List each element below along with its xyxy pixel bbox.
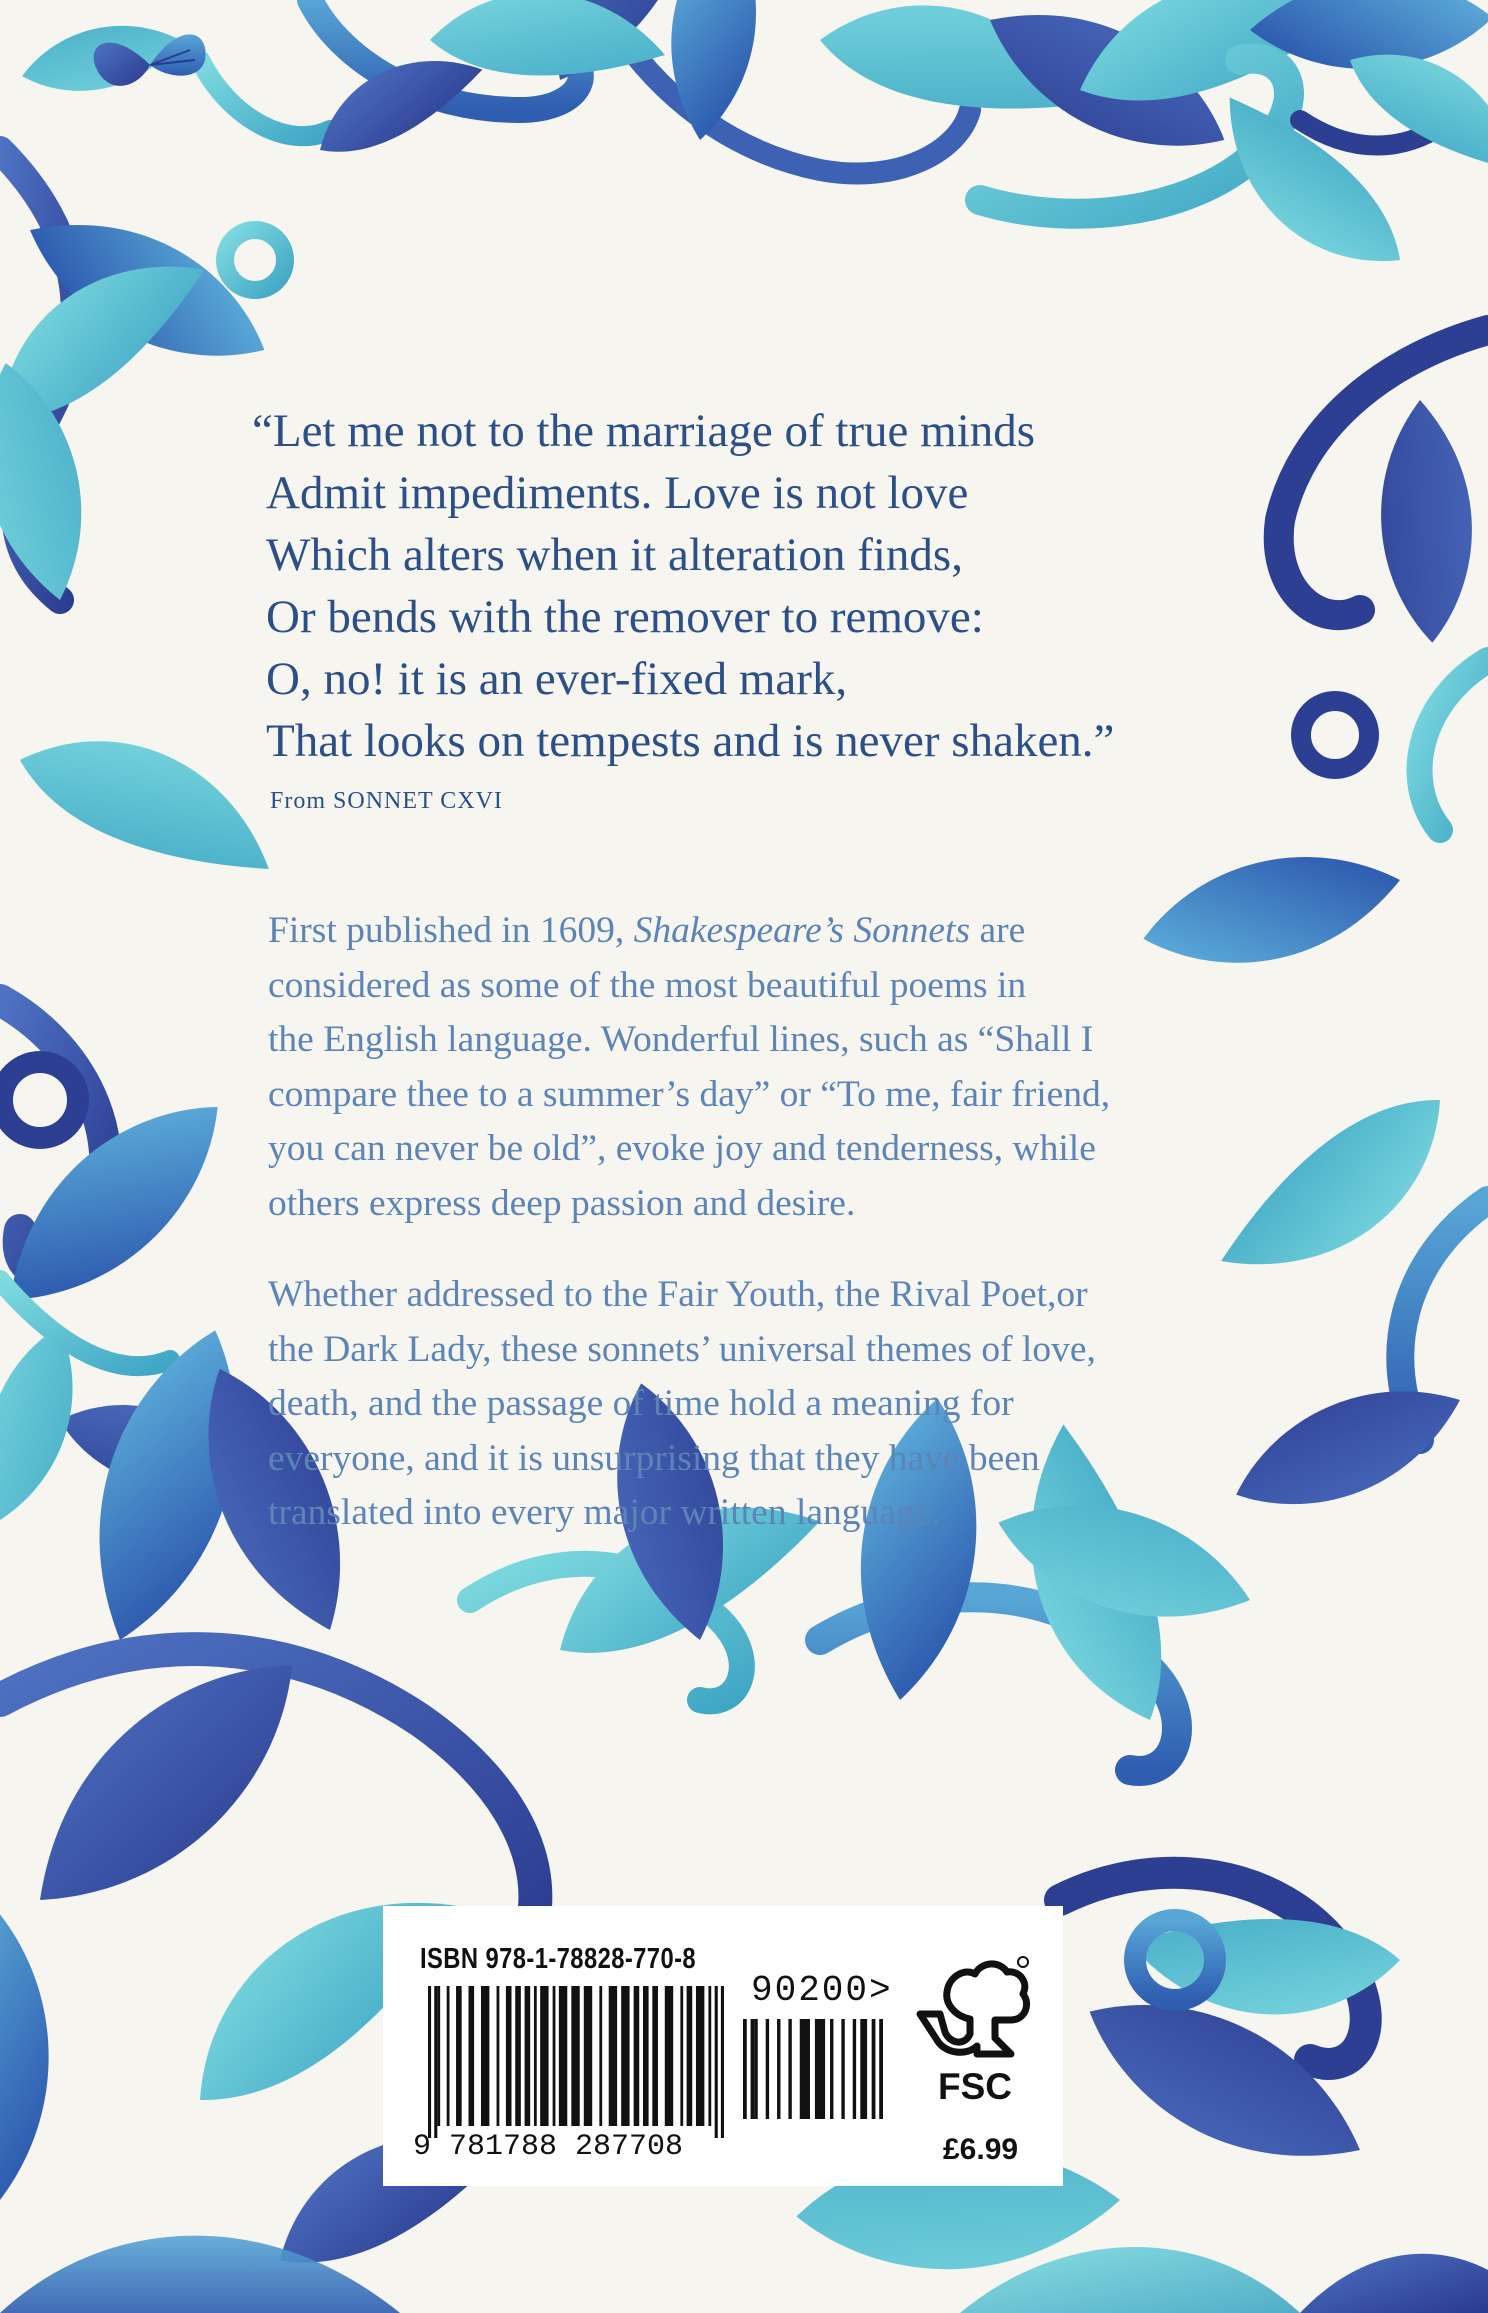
barcode-bar [515, 1986, 521, 2126]
quote-line: Or bends with the remover to remove: [266, 591, 984, 643]
blurb-line: everyone, and it is unsurprising that they have been [268, 1437, 1040, 1479]
barcode-bar [534, 1986, 537, 2126]
quote-line: That looks on tempests and is never shaken.” [266, 715, 1115, 767]
blurb-line: compare thee to a summer’s day” or “To me, fair friend, [268, 1073, 1111, 1115]
barcode-bar [497, 1986, 500, 2126]
price-addon-number: 90200> [751, 1970, 893, 2011]
barcode-bar [830, 2019, 833, 2119]
blurb-line [268, 904, 1268, 959]
barcode-bar [696, 1986, 704, 2126]
blurb-line: Whether addressed to the Fair Youth, the Rival Poet,or [268, 1274, 1088, 1315]
barcode-guard-bar [721, 1986, 724, 2138]
isbn-label: ISBN 978-1-78828-770-8 [420, 1943, 697, 1975]
barcode-bar [754, 2019, 757, 2119]
barcode-bar [437, 1986, 440, 2126]
barcode-bar [559, 1986, 567, 2126]
barcode-guard-bar [879, 2019, 883, 2119]
blurb-line: considered as some of the most beautiful poems in [268, 964, 1027, 1006]
barcode-bar [506, 1986, 512, 2126]
quote-line: “Let me not to the marriage of true minds [252, 405, 1036, 457]
barcode-bar [525, 1986, 531, 2126]
blurb-paragraph-2 [268, 1268, 1268, 1541]
barcode-bar [708, 1986, 711, 2126]
barcode-bar [634, 1986, 640, 2126]
quote-line: Admit impediments. Love is not love [266, 467, 969, 519]
barcode-guard-bar [715, 1986, 718, 2138]
barcode-bar [643, 1986, 649, 2126]
barcode-bar [481, 1986, 489, 2126]
barcode-bar [584, 1986, 592, 2126]
barcode-bar [687, 1986, 693, 2126]
barcode-bar [456, 1986, 462, 2126]
addon-barcode [743, 2019, 893, 2129]
barcode-bar [815, 2019, 825, 2119]
barcode-bar [599, 1986, 602, 2126]
barcode-guard-bar [872, 2019, 876, 2119]
barcode-bar [766, 2019, 769, 2119]
barcode-bar [540, 1986, 548, 2126]
barcode-guard-bar [743, 2019, 747, 2119]
barcode-bar [571, 1986, 579, 2126]
barcode-guard-bar [751, 2019, 755, 2119]
barcode-bar [680, 1986, 683, 2126]
barcode-bar [609, 1986, 617, 2126]
ean-digits: 9 781788 287708 [413, 2130, 684, 2164]
blurb-line: the Dark Lady, these sonnets’ universal themes of love, [268, 1328, 1096, 1370]
blurb-paragraph-1 [268, 904, 1268, 1231]
blurb-text: First published in 1609, [268, 910, 634, 951]
barcode-bar [788, 2019, 791, 2119]
quote-source: From SONNET CXVI [270, 788, 503, 814]
barcode-bar [447, 1986, 450, 2126]
barcode-bar [469, 1986, 475, 2126]
fsc-label: FSC [938, 2066, 1012, 2107]
barcode-bar [553, 1986, 556, 2126]
quote-line: O, no! it is an ever-fixed mark, [266, 653, 848, 705]
book-title: Shakespeare’s Sonnets [633, 910, 971, 951]
barcode-bar [860, 2019, 867, 2119]
fsc-tree-icon [915, 1954, 1035, 2064]
sonnet-quote [252, 400, 1262, 772]
barcode-bar [665, 1986, 673, 2126]
barcode-bar [652, 1986, 658, 2126]
price-label: £6.99 [943, 2133, 1019, 2166]
blurb-line: translated into every major written language. [268, 1492, 941, 1533]
barcode-bar [621, 1986, 629, 2126]
barcode-guard-bar [434, 1986, 437, 2138]
barcode-guard-bar [428, 1986, 431, 2138]
barcode-panel [383, 1906, 1063, 2186]
barcode-bar [800, 2019, 810, 2119]
blurb-line: you can never be old”, evoke joy and tenderness, while [268, 1128, 1096, 1169]
blurb-line: others express deep passion and desire. [268, 1182, 856, 1224]
barcode-bar [853, 2019, 856, 2119]
barcode-bar [841, 2019, 844, 2119]
blurb-text: are [970, 910, 1026, 951]
quote-line: Which alters when it alteration finds, [266, 529, 963, 581]
blurb-line: the English language. Wonderful lines, such as “Shall I [268, 1019, 1094, 1060]
barcode-bar [777, 2019, 780, 2119]
blurb-line: death, and the passage of time hold a meaning for [268, 1383, 1014, 1424]
